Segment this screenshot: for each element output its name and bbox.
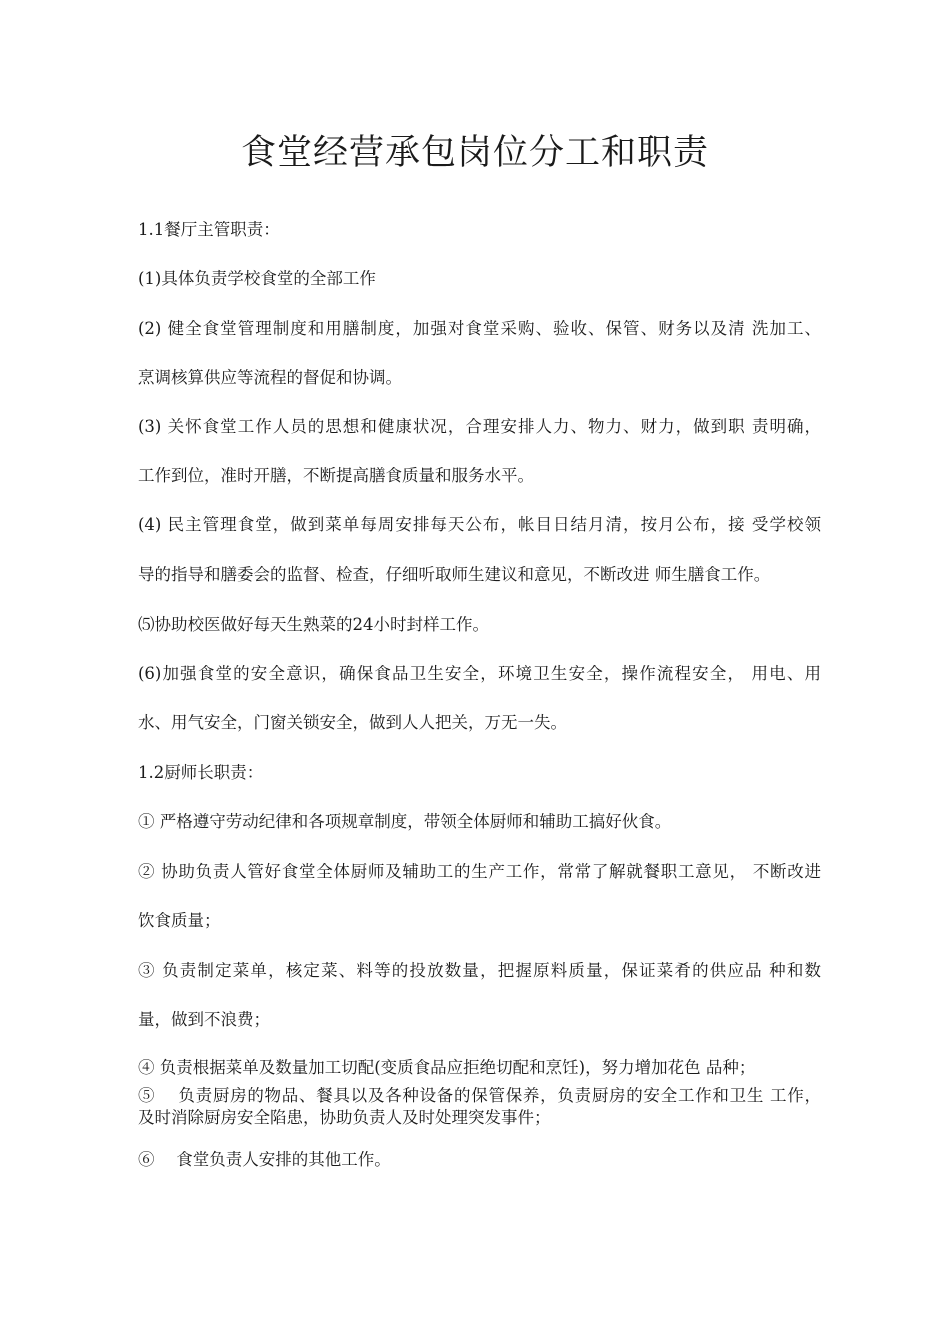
paragraph-line: (2) 健全食堂管理制度和用膳制度，加强对食堂采购、验收、保管、财务以及清 洗加工、 xyxy=(138,319,821,338)
section-heading-1-1: 1.1餐厅主管职责： xyxy=(138,220,280,239)
paragraph-line: ② 协助负责人管好食堂全体厨师及辅助工的生产工作，常常了解就餐职工意见， 不断改进 xyxy=(138,862,821,881)
paragraph-line: ⑤ 负责厨房的物品、餐具以及各种设备的保管保养，负责厨房的安全工作和卫生 工作， xyxy=(138,1086,821,1105)
paragraph-line: 及时消除厨房安全陷患，协助负责人及时处理突发事件； xyxy=(138,1108,551,1127)
paragraph-line: 量，做到不浪费； xyxy=(138,1010,270,1029)
paragraph-line: 导的指导和膳委会的监督、检查，仔细听取师生建议和意见，不断改进 师生膳食工作。 xyxy=(138,565,771,584)
paragraph-line: (6)加强食堂的安全意识，确保食品卫生安全，环境卫生安全，操作流程安全， 用电、用 xyxy=(138,664,821,683)
paragraph-line: ⑥ 食堂负责人安排的其他工作。 xyxy=(138,1150,391,1169)
paragraph-line: (3) 关怀食堂工作人员的思想和健康状况，合理安排人力、物力、财力，做到职 责明确， xyxy=(138,417,821,436)
paragraph-line: ④ 负责根据菜单及数量加工切配(变质食品应拒绝切配和烹饪)，努力增加花色 品种； xyxy=(138,1058,756,1077)
document-title: 食堂经营承包岗位分工和职责 xyxy=(240,133,709,173)
paragraph-line: (1)具体负责学校食堂的全部工作 xyxy=(138,269,376,288)
section-heading-1-2: 1.2厨师长职责： xyxy=(138,763,264,782)
paragraph-line: ① 严格遵守劳动纪律和各项规章制度，带领全体厨师和辅助工搞好伙食。 xyxy=(138,812,672,831)
paragraph-line: 水、用气安全，门窗关锁安全，做到人人把关，万无一失。 xyxy=(138,713,567,732)
paragraph-line: ⑸协助校医做好每天生熟菜的24小时封样工作。 xyxy=(138,615,489,634)
paragraph-line: 工作到位，准时开膳，不断提高膳食质量和服务水平。 xyxy=(138,466,534,485)
paragraph-line: (4) 民主管理食堂，做到菜单每周安排每天公布，帐目日结月清，按月公布，接 受学校领 xyxy=(138,515,821,534)
paragraph-line: 饮食质量； xyxy=(138,911,221,930)
paragraph-line: 烹调核算供应等流程的督促和协调。 xyxy=(138,368,402,387)
paragraph-line: ③ 负责制定菜单，核定菜、料等的投放数量，把握原料质量，保证菜肴的供应品 种和数 xyxy=(138,961,821,980)
